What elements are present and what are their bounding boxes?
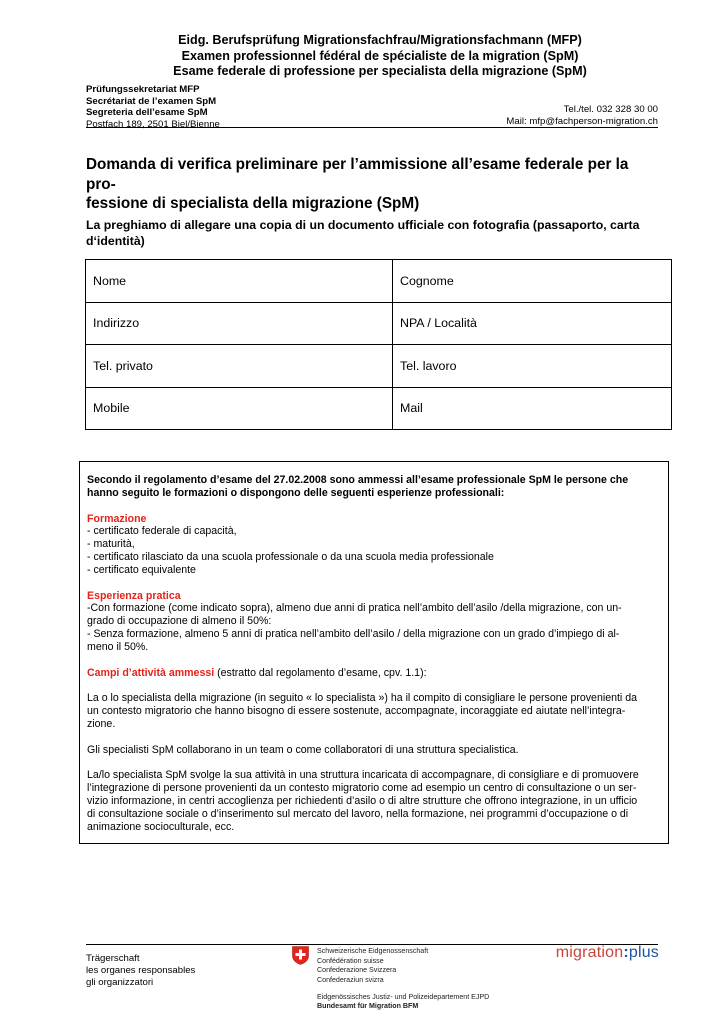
department-name: Eidgenössisches Justiz- und Polizeidepartement EJPD: [317, 993, 490, 1001]
sponsor-de: Trägerschaft: [86, 953, 140, 964]
paragraph-line: l’integrazione di persone provenienti da un contesto migratorio come ad esempio un centro di consultazione o un ser-: [87, 782, 637, 795]
esperienza-line: - Senza formazione, almeno 5 anni di pratica nell’ambito dell’asilo / della migrazione con un grado d’impiego di al-: [87, 628, 620, 641]
department-block: [317, 993, 489, 1011]
personal-data-table: [85, 259, 672, 430]
field-npa-localita[interactable]: NPA / Località: [393, 302, 672, 345]
paragraph-structures: [87, 769, 657, 833]
header-title-fr: Examen professionnel fédéral de spécialiste de la migration (SpM): [181, 48, 579, 63]
paragraph-line: animazione socioculturale, ecc.: [87, 820, 235, 833]
formazione-section: [87, 513, 657, 577]
confederation-logo: [292, 946, 492, 1016]
confed-line: Confederaziun svizra: [317, 975, 384, 984]
list-item: - certificato rilasciato da una scuola professionale o da una scuola media professionale: [87, 551, 494, 564]
field-nome[interactable]: Nome: [86, 260, 393, 303]
header-title-it: Esame federale di professione per specialista della migrazione (SpM): [173, 64, 587, 78]
form-title: [86, 155, 656, 214]
sponsor-fr: les organes responsables: [86, 964, 196, 976]
paragraph-line: un contesto migratorio che hanno bisogno di essere sostenute, accompagnate, incoraggiate ed aiutate nell’integra-: [87, 705, 626, 718]
form-title-line1: Domanda di verifica preliminare per l’ammissione all’esame federale per la pro-: [86, 156, 629, 193]
formazione-heading: Formazione: [87, 512, 147, 525]
table-row: [86, 302, 672, 345]
field-tel-lavoro[interactable]: Tel. lavoro: [393, 345, 672, 388]
rules-intro-line2: hanno seguito le formazioni o dispongono delle seguenti esperienze professionali:: [87, 486, 505, 499]
attachment-notice-line1: La preghiamo di allegare una copia di un documento ufficiale con fotografia (passaporto, carta: [86, 218, 640, 232]
contact-mail[interactable]: Mail: mfp@fachperson-migration.ch: [506, 116, 658, 127]
migration-plus-logo: [556, 944, 659, 962]
esperienza-line: meno il 50%.: [87, 640, 149, 653]
document-header-titles: [80, 33, 680, 80]
paragraph-line: La o lo specialista della migrazione (in seguito « lo specialista ») ha il compito di consigliare le persone provenienti da: [87, 692, 638, 705]
header-divider: [86, 127, 658, 128]
campi-note: (estratto dal regolamento d’esame, cpv. 1.1):: [214, 666, 427, 679]
secretariat-address: Postfach 189, 2501 Biel/Bienne: [86, 118, 220, 130]
confed-line: Confederazione Svizzera: [317, 966, 397, 975]
rules-intro: [87, 474, 657, 500]
header-title-de: Eidg. Berufsprüfung Migrationsfachfrau/Migrationsfachmann (MFP): [178, 33, 582, 47]
paragraph-line: di consultazione sociale o d’inserimento sul mercato del lavoro, nella formazione, nei programmi d’occupazione o di: [87, 807, 629, 820]
confederation-names: [317, 947, 428, 985]
esperienza-line: grado di occupazione di almeno il 50%:: [87, 615, 272, 628]
admission-rules-content: [87, 474, 657, 846]
confed-line: Schweizerische Eidgenossenschaft: [317, 947, 429, 955]
paragraph-specialist-role: [87, 692, 657, 731]
field-mail[interactable]: Mail: [393, 387, 672, 430]
esperienza-line: -Con formazione (come indicato sopra), almeno due anni di pratica nell’ambito dell’asilo /della migrazione, con un-: [87, 602, 622, 615]
swiss-cross-icon: [292, 946, 309, 965]
secretariat-de: Prüfungssekretariat MFP: [86, 84, 200, 95]
paragraph-team: [87, 744, 657, 757]
paragraph-line: Gli specialisti SpM collaborano in un team o come collaboratori di una struttura specialistica.: [87, 743, 519, 756]
logo-plus: plus: [628, 944, 659, 961]
paragraph-line: zione.: [87, 718, 116, 731]
sponsor-it: gli organizzatori: [86, 976, 154, 988]
secretariat-block: [86, 84, 220, 130]
sponsor-block: [86, 953, 195, 988]
field-indirizzo[interactable]: Indirizzo: [86, 302, 393, 345]
campi-heading: Campi d’attività ammessi: [87, 666, 215, 679]
paragraph-line: La/lo specialista SpM svolge la sua attività in una struttura incaricata di accompagnare, di consigliare e di promuovere: [87, 769, 639, 782]
form-title-line2: fessione di specialista della migrazione (SpM): [86, 195, 420, 212]
esperienza-heading: Esperienza pratica: [87, 589, 181, 602]
attachment-notice-line2: d‘identità): [86, 233, 145, 248]
table-row: [86, 345, 672, 388]
table-row: [86, 387, 672, 430]
field-tel-privato[interactable]: Tel. privato: [86, 345, 393, 388]
list-item: - maturità,: [87, 538, 135, 551]
field-cognome[interactable]: Cognome: [393, 260, 672, 303]
list-item: - certificato equivalente: [87, 563, 196, 576]
attachment-notice: [86, 218, 656, 249]
paragraph-line: vizio informazione, in centri accoglienza per richiedenti d’asilo o di altre strutture che offrono integrazione, in un ufficio: [87, 795, 638, 808]
office-name: Bundesamt für Migration BFM: [317, 1002, 419, 1010]
list-item: - certificato federale di capacità,: [87, 525, 237, 538]
campi-section: [87, 667, 657, 680]
esperienza-section: [87, 590, 657, 654]
secretariat-fr: Secrétariat de l’examen SpM: [86, 95, 217, 107]
contact-block: [506, 104, 658, 128]
rules-intro-line1: Secondo il regolamento d’esame del 27.02.2008 sono ammessi all’esame professionale SpM le persone che: [87, 474, 629, 486]
contact-phone: Tel./tel. 032 328 30 00: [563, 104, 658, 115]
secretariat-it: Segreteria dell’esame SpM: [86, 107, 208, 119]
logo-word: migration: [555, 944, 624, 961]
logo-colon: :: [623, 944, 629, 961]
confed-line: Confédération suisse: [317, 956, 384, 965]
field-mobile[interactable]: Mobile: [86, 387, 393, 430]
table-row: [86, 260, 672, 303]
